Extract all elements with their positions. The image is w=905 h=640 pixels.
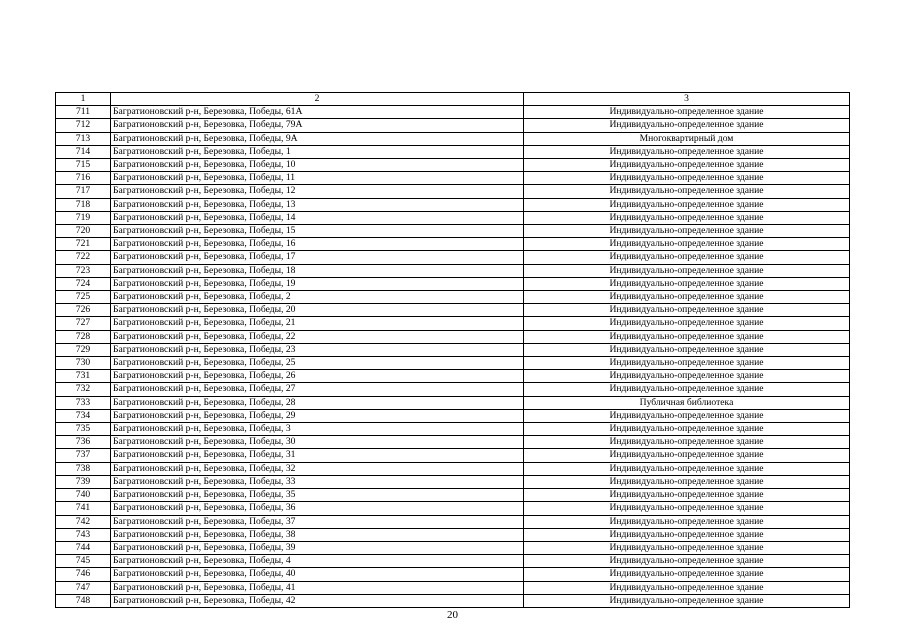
building-type-cell: Индивидуально-определенное здание — [524, 357, 850, 370]
row-number-cell: 722 — [56, 251, 111, 264]
table-row — [56, 343, 850, 356]
address-cell: Багратионовский р-н, Березовка, Победы, 4 — [111, 555, 524, 568]
table-row — [56, 383, 850, 396]
address-cell: Багратионовский р-н, Березовка, Победы, 21 — [111, 317, 524, 330]
row-number-cell: 711 — [56, 106, 111, 119]
address-cell: Багратионовский р-н, Березовка, Победы, 14 — [111, 211, 524, 224]
address-cell: Багратионовский р-н, Березовка, Победы, 38 — [111, 528, 524, 541]
address-cell: Багратионовский р-н, Березовка, Победы, 39 — [111, 541, 524, 554]
building-type-cell: Индивидуально-определенное здание — [524, 581, 850, 594]
address-cell: Багратионовский р-н, Березовка, Победы, 9А — [111, 132, 524, 145]
building-type-cell: Индивидуально-определенное здание — [524, 185, 850, 198]
table-row — [56, 475, 850, 488]
building-type-cell: Индивидуально-определенное здание — [524, 462, 850, 475]
building-type-cell: Индивидуально-определенное здание — [524, 304, 850, 317]
table-row — [56, 515, 850, 528]
building-type-cell: Индивидуально-определенное здание — [524, 409, 850, 422]
address-cell: Багратионовский р-н, Березовка, Победы, 28 — [111, 396, 524, 409]
building-type-cell: Индивидуально-определенное здание — [524, 502, 850, 515]
table-row — [56, 198, 850, 211]
row-number-cell: 724 — [56, 277, 111, 290]
address-cell: Багратионовский р-н, Березовка, Победы, 36 — [111, 502, 524, 515]
row-number-cell: 744 — [56, 541, 111, 554]
building-type-cell: Публичная библиотека — [524, 396, 850, 409]
row-number-cell: 717 — [56, 185, 111, 198]
row-number-cell: 748 — [56, 594, 111, 607]
header-cell-2: 2 — [111, 93, 524, 106]
building-type-cell: Индивидуально-определенное здание — [524, 106, 850, 119]
table-row — [56, 568, 850, 581]
row-number-cell: 741 — [56, 502, 111, 515]
address-cell: Багратионовский р-н, Березовка, Победы, 33 — [111, 475, 524, 488]
address-cell: Багратионовский р-н, Березовка, Победы, 11 — [111, 172, 524, 185]
table-row — [56, 277, 850, 290]
table-row — [56, 528, 850, 541]
row-number-cell: 716 — [56, 172, 111, 185]
table-row — [56, 330, 850, 343]
row-number-cell: 714 — [56, 145, 111, 158]
building-type-cell: Индивидуально-определенное здание — [524, 330, 850, 343]
address-cell: Багратионовский р-н, Березовка, Победы, 3 — [111, 423, 524, 436]
row-number-cell: 746 — [56, 568, 111, 581]
row-number-cell: 738 — [56, 462, 111, 475]
address-cell: Багратионовский р-н, Березовка, Победы, 23 — [111, 343, 524, 356]
row-number-cell: 720 — [56, 225, 111, 238]
header-cell-1: 1 — [56, 93, 111, 106]
building-type-cell: Индивидуально-определенное здание — [524, 159, 850, 172]
building-type-cell: Индивидуально-определенное здание — [524, 370, 850, 383]
page-number: 20 — [447, 609, 458, 621]
table-row — [56, 238, 850, 251]
table-row — [56, 423, 850, 436]
building-type-cell: Многоквартирный дом — [524, 132, 850, 145]
address-cell: Багратионовский р-н, Березовка, Победы, 13 — [111, 198, 524, 211]
row-number-cell: 737 — [56, 449, 111, 462]
table-row — [56, 251, 850, 264]
building-type-cell: Индивидуально-определенное здание — [524, 449, 850, 462]
building-type-cell: Индивидуально-определенное здание — [524, 594, 850, 607]
table-row — [56, 119, 850, 132]
building-type-cell: Индивидуально-определенное здание — [524, 277, 850, 290]
property-table — [55, 92, 850, 608]
table-body — [56, 93, 850, 608]
building-type-cell: Индивидуально-определенное здание — [524, 211, 850, 224]
row-number-cell: 723 — [56, 264, 111, 277]
table-row — [56, 502, 850, 515]
row-number-cell: 742 — [56, 515, 111, 528]
row-number-cell: 745 — [56, 555, 111, 568]
row-number-cell: 727 — [56, 317, 111, 330]
row-number-cell: 728 — [56, 330, 111, 343]
table-row — [56, 581, 850, 594]
row-number-cell: 739 — [56, 475, 111, 488]
table-row — [56, 409, 850, 422]
building-type-cell: Индивидуально-определенное здание — [524, 291, 850, 304]
address-cell: Багратионовский р-н, Березовка, Победы, 15 — [111, 225, 524, 238]
building-type-cell: Индивидуально-определенное здание — [524, 343, 850, 356]
address-cell: Багратионовский р-н, Березовка, Победы, 17 — [111, 251, 524, 264]
building-type-cell: Индивидуально-определенное здание — [524, 172, 850, 185]
address-cell: Багратионовский р-н, Березовка, Победы, 35 — [111, 489, 524, 502]
header-cell-3: 3 — [524, 93, 850, 106]
table-row — [56, 489, 850, 502]
table-row — [56, 357, 850, 370]
row-number-cell: 732 — [56, 383, 111, 396]
address-cell: Багратионовский р-н, Березовка, Победы, 26 — [111, 370, 524, 383]
address-cell: Багратионовский р-н, Березовка, Победы, 30 — [111, 436, 524, 449]
table-row — [56, 211, 850, 224]
address-cell: Багратионовский р-н, Березовка, Победы, 18 — [111, 264, 524, 277]
table-row — [56, 462, 850, 475]
building-type-cell: Индивидуально-определенное здание — [524, 317, 850, 330]
address-cell: Багратионовский р-н, Березовка, Победы, 22 — [111, 330, 524, 343]
address-cell: Багратионовский р-н, Березовка, Победы, 16 — [111, 238, 524, 251]
building-type-cell: Индивидуально-определенное здание — [524, 198, 850, 211]
row-number-cell: 736 — [56, 436, 111, 449]
building-type-cell: Индивидуально-определенное здание — [524, 225, 850, 238]
row-number-cell: 731 — [56, 370, 111, 383]
address-cell: Багратионовский р-н, Березовка, Победы, 61А — [111, 106, 524, 119]
building-type-cell: Индивидуально-определенное здание — [524, 251, 850, 264]
building-type-cell: Индивидуально-определенное здание — [524, 145, 850, 158]
row-number-cell: 733 — [56, 396, 111, 409]
address-cell: Багратионовский р-н, Березовка, Победы, 20 — [111, 304, 524, 317]
address-cell: Багратионовский р-н, Березовка, Победы, 29 — [111, 409, 524, 422]
row-number-cell: 730 — [56, 357, 111, 370]
row-number-cell: 729 — [56, 343, 111, 356]
row-number-cell: 743 — [56, 528, 111, 541]
row-number-cell: 715 — [56, 159, 111, 172]
address-cell: Багратионовский р-н, Березовка, Победы, 79А — [111, 119, 524, 132]
address-cell: Багратионовский р-н, Березовка, Победы, 2 — [111, 291, 524, 304]
row-number-cell: 713 — [56, 132, 111, 145]
row-number-cell: 734 — [56, 409, 111, 422]
address-cell: Багратионовский р-н, Березовка, Победы, 25 — [111, 357, 524, 370]
building-type-cell: Индивидуально-определенное здание — [524, 541, 850, 554]
address-cell: Багратионовский р-н, Березовка, Победы, 10 — [111, 159, 524, 172]
table-row — [56, 159, 850, 172]
row-number-cell: 718 — [56, 198, 111, 211]
row-number-cell: 721 — [56, 238, 111, 251]
address-cell: Багратионовский р-н, Березовка, Победы, 32 — [111, 462, 524, 475]
header-row — [56, 93, 850, 106]
table-row — [56, 396, 850, 409]
building-type-cell: Индивидуально-определенное здание — [524, 264, 850, 277]
address-cell: Багратионовский р-н, Березовка, Победы, 19 — [111, 277, 524, 290]
address-cell: Багратионовский р-н, Березовка, Победы, 37 — [111, 515, 524, 528]
table-row — [56, 449, 850, 462]
address-cell: Багратионовский р-н, Березовка, Победы, 42 — [111, 594, 524, 607]
row-number-cell: 712 — [56, 119, 111, 132]
address-cell: Багратионовский р-н, Березовка, Победы, 40 — [111, 568, 524, 581]
table-row — [56, 436, 850, 449]
table-row — [56, 317, 850, 330]
row-number-cell: 740 — [56, 489, 111, 502]
table-row — [56, 370, 850, 383]
row-number-cell: 719 — [56, 211, 111, 224]
table-row — [56, 132, 850, 145]
table-row — [56, 304, 850, 317]
building-type-cell: Индивидуально-определенное здание — [524, 238, 850, 251]
building-type-cell: Индивидуально-определенное здание — [524, 555, 850, 568]
building-type-cell: Индивидуально-определенное здание — [524, 383, 850, 396]
address-cell: Багратионовский р-н, Березовка, Победы, 1 — [111, 145, 524, 158]
table-row — [56, 291, 850, 304]
address-cell: Багратионовский р-н, Березовка, Победы, 27 — [111, 383, 524, 396]
building-type-cell: Индивидуально-определенное здание — [524, 423, 850, 436]
row-number-cell: 726 — [56, 304, 111, 317]
table-row — [56, 225, 850, 238]
building-type-cell: Индивидуально-определенное здание — [524, 489, 850, 502]
row-number-cell: 747 — [56, 581, 111, 594]
table-row — [56, 264, 850, 277]
row-number-cell: 725 — [56, 291, 111, 304]
building-type-cell: Индивидуально-определенное здание — [524, 119, 850, 132]
building-type-cell: Индивидуально-определенное здание — [524, 528, 850, 541]
building-type-cell: Индивидуально-определенное здание — [524, 436, 850, 449]
table-row — [56, 555, 850, 568]
table-row — [56, 106, 850, 119]
building-type-cell: Индивидуально-определенное здание — [524, 475, 850, 488]
address-cell: Багратионовский р-н, Березовка, Победы, 31 — [111, 449, 524, 462]
building-type-cell: Индивидуально-определенное здание — [524, 568, 850, 581]
address-cell: Багратионовский р-н, Березовка, Победы, 12 — [111, 185, 524, 198]
table-row — [56, 185, 850, 198]
table-row — [56, 541, 850, 554]
address-cell: Багратионовский р-н, Березовка, Победы, 41 — [111, 581, 524, 594]
building-type-cell: Индивидуально-определенное здание — [524, 515, 850, 528]
table-row — [56, 145, 850, 158]
row-number-cell: 735 — [56, 423, 111, 436]
table-row — [56, 594, 850, 607]
table-row — [56, 172, 850, 185]
